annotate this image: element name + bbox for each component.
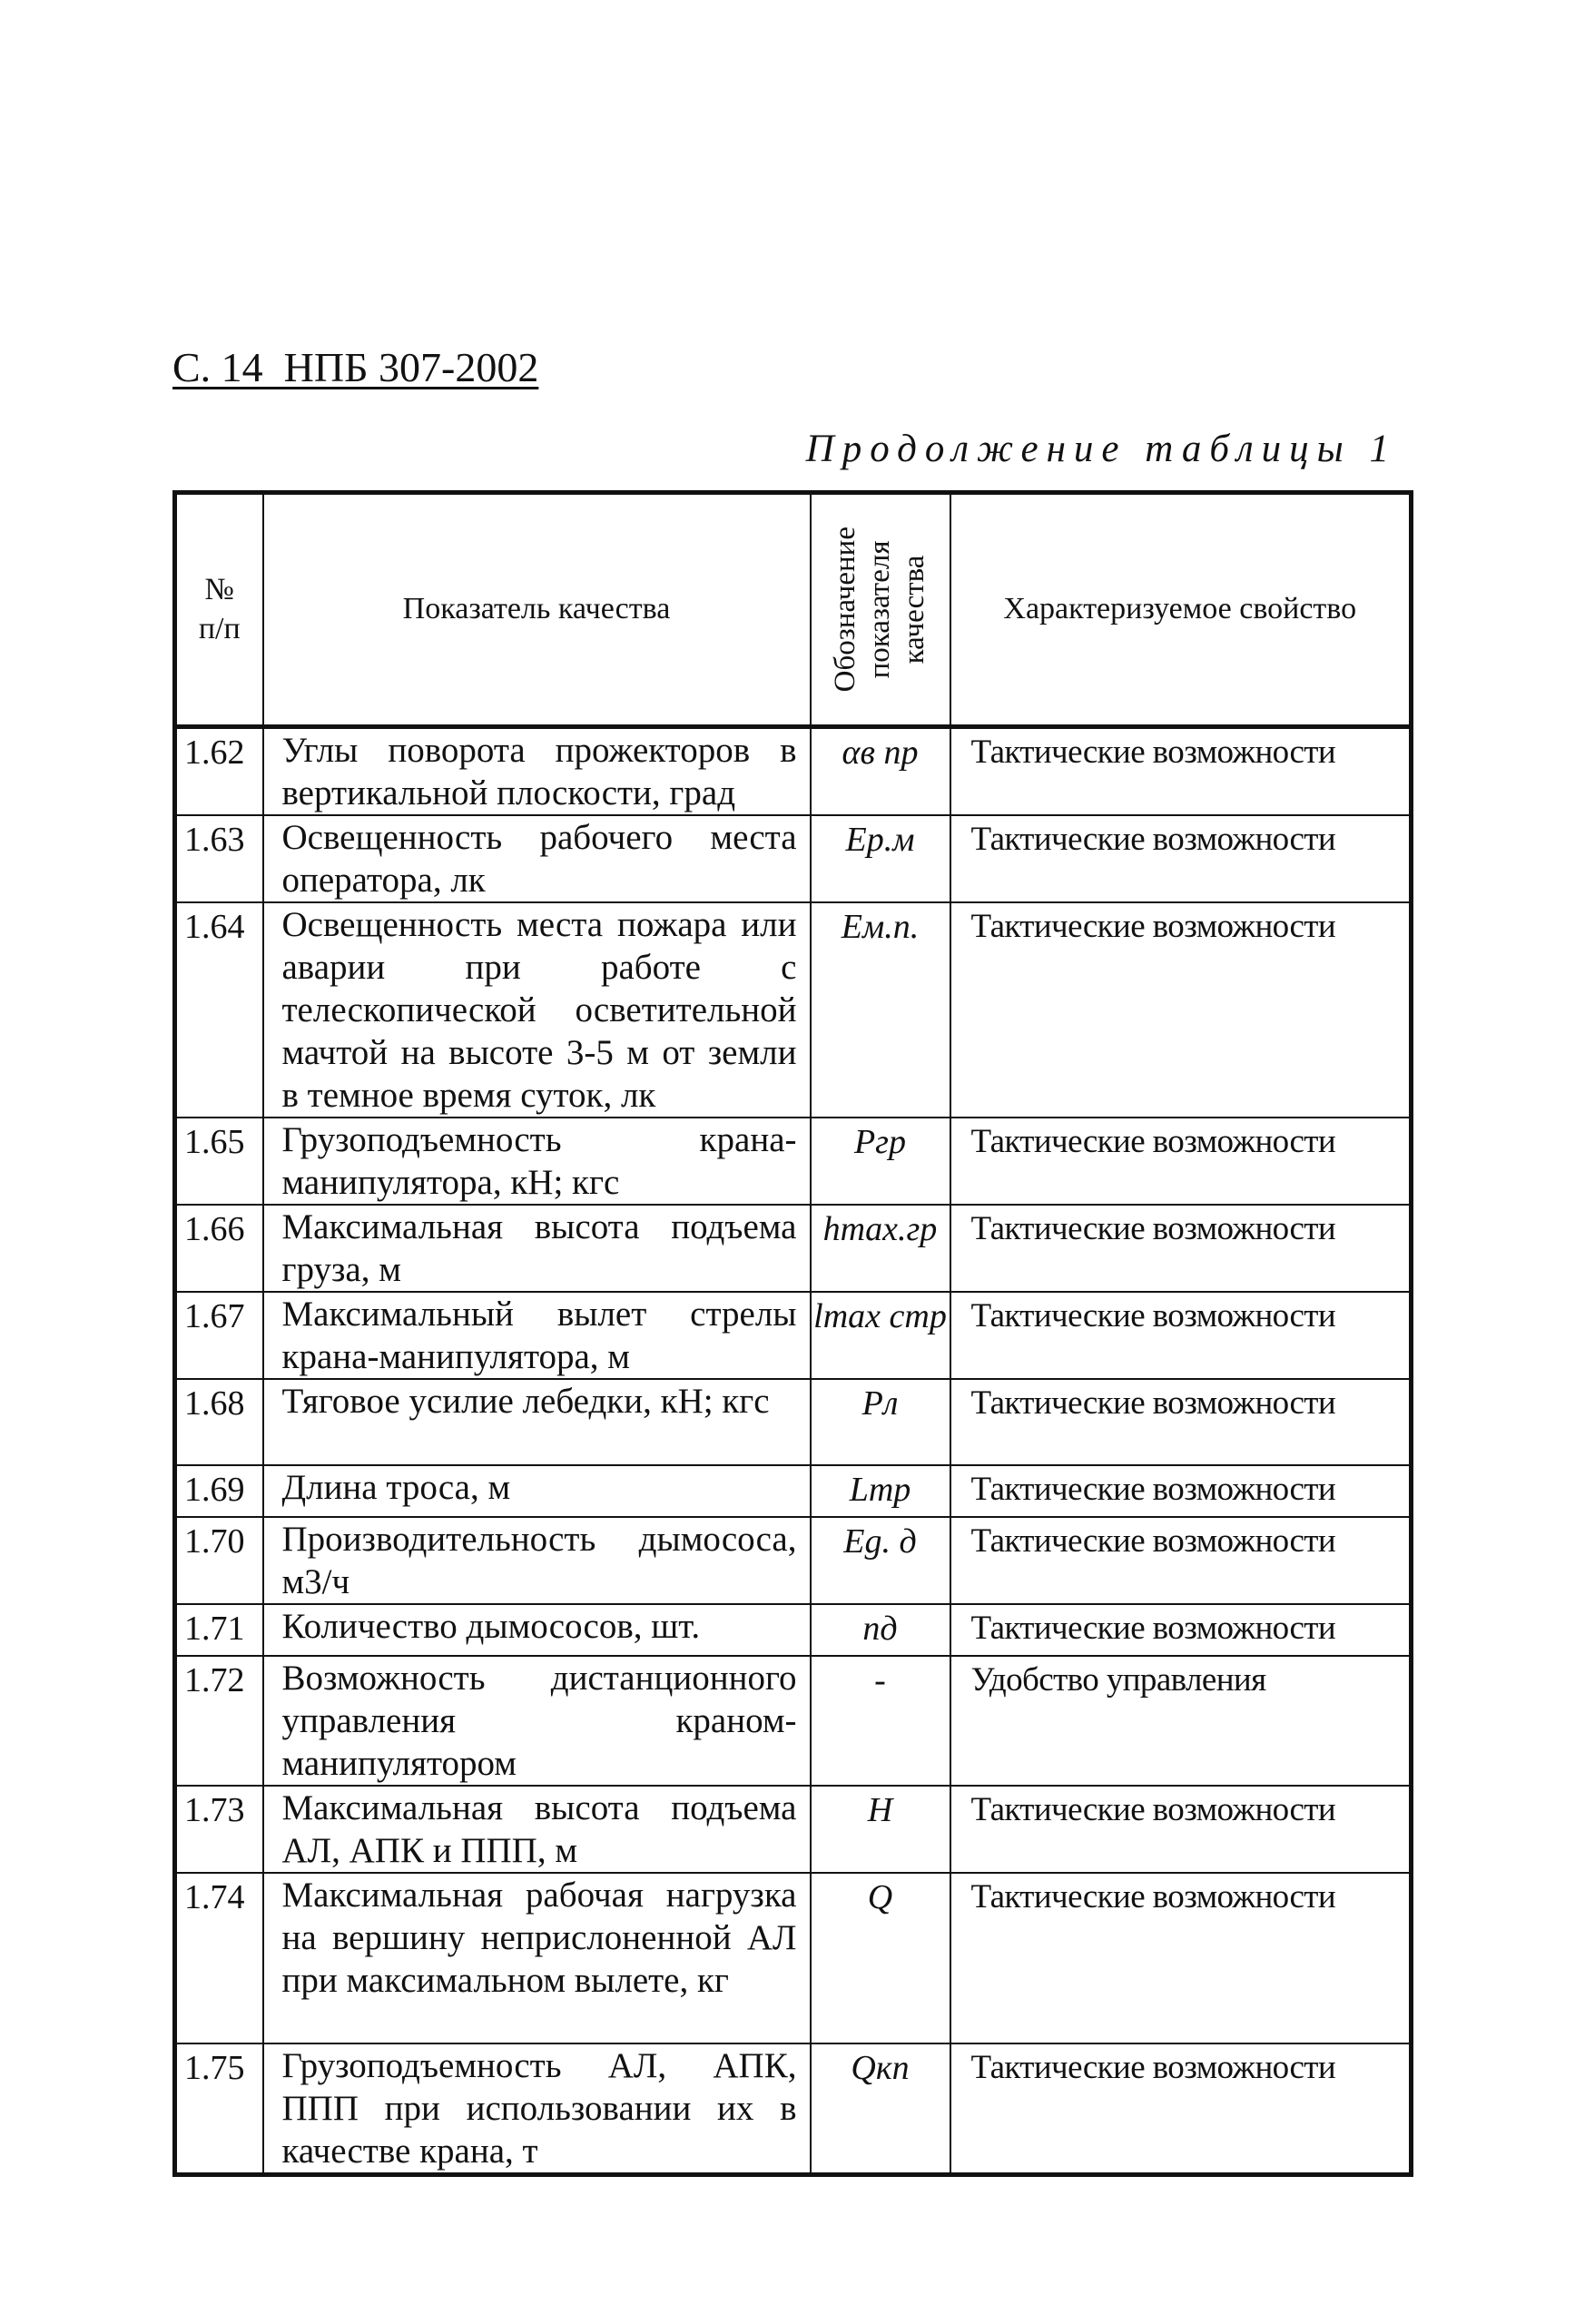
row-property: Тактические возможности (950, 1292, 1412, 1379)
row-symbol: Qкп (811, 2043, 950, 2175)
row-indicator: Освещенность места пожара или аварии при работе с телескопической осветительной мачтой на высоте 3-5 м от земли в темное время суток, лк (263, 902, 811, 1118)
table-row (175, 1205, 1412, 1292)
row-property: Тактические возможности (950, 1873, 1412, 2043)
row-property: Тактические возможности (950, 1465, 1412, 1517)
row-number: 1.68 (175, 1379, 263, 1465)
row-indicator: Длина троса, м (263, 1465, 811, 1517)
table-row (175, 1379, 1412, 1465)
row-property: Тактические возможности (950, 1205, 1412, 1292)
row-number: 1.65 (175, 1118, 263, 1205)
row-property: Тактические возможности (950, 1786, 1412, 1873)
row-indicator: Максимальная рабочая нагрузка на вершину неприслоненной АЛ при максимальном вылете, кг (263, 1873, 811, 2043)
row-symbol: Еg. д (811, 1517, 950, 1604)
table-row (175, 1604, 1412, 1656)
table-row (175, 1465, 1412, 1517)
row-symbol: αв пр (811, 727, 950, 816)
column-header-symbol (811, 493, 950, 727)
row-property: Тактические возможности (950, 1379, 1412, 1465)
row-property: Удобство управления (950, 1656, 1412, 1786)
row-number: 1.64 (175, 902, 263, 1118)
table-row (175, 1873, 1412, 2043)
row-number: 1.71 (175, 1604, 263, 1656)
row-number: 1.74 (175, 1873, 263, 2043)
row-number: 1.67 (175, 1292, 263, 1379)
table-row (175, 2043, 1412, 2175)
row-indicator: Максимальная высота подъема груза, м (263, 1205, 811, 1292)
row-indicator: Тяговое усилие лебедки, кН; кгс (263, 1379, 811, 1465)
table-row (175, 727, 1412, 816)
row-indicator: Производительность дымососа, м3/ч (263, 1517, 811, 1604)
row-symbol: Рл (811, 1379, 950, 1465)
row-indicator: Грузоподъемность крана-манипулятора, кН; кгс (263, 1118, 811, 1205)
table-row (175, 1292, 1412, 1379)
table-row (175, 1786, 1412, 1873)
table-row (175, 1517, 1412, 1604)
column-header-property: Характеризуемое свойство (950, 493, 1412, 727)
quality-indicators-table (172, 490, 1413, 2177)
table-row (175, 902, 1412, 1118)
row-symbol: nд (811, 1604, 950, 1656)
table-row (175, 1118, 1412, 1205)
table-row (175, 1656, 1412, 1786)
row-indicator: Количество дымососов, шт. (263, 1604, 811, 1656)
row-number: 1.75 (175, 2043, 263, 2175)
table-row (175, 815, 1412, 902)
row-property: Тактические возможности (950, 2043, 1412, 2175)
row-number: 1.69 (175, 1465, 263, 1517)
row-indicator: Углы поворота прожекторов в вертикальной плоскости, град (263, 727, 811, 816)
page-header: С. 14 НПБ 307-2002 (172, 344, 539, 390)
row-number: 1.73 (175, 1786, 263, 1873)
row-symbol: hmax.гр (811, 1205, 950, 1292)
table-header-row (175, 493, 1412, 727)
row-symbol: Ем.п. (811, 902, 950, 1118)
column-header-num: № п/п (175, 493, 263, 727)
row-indicator: Освещенность рабочего места оператора, лк (263, 815, 811, 902)
column-header-symbol-text: Обозначение показателя качества (828, 527, 930, 693)
row-property: Тактические возможности (950, 1517, 1412, 1604)
row-property: Тактические возможности (950, 1118, 1412, 1205)
row-symbol: Q (811, 1873, 950, 2043)
row-symbol: - (811, 1656, 950, 1786)
row-indicator: Максимальная высота подъема АЛ, АПК и ППП, м (263, 1786, 811, 1873)
row-indicator: Максимальный вылет стрелы крана-манипулятора, м (263, 1292, 811, 1379)
table-continuation-caption: Продолжение таблицы 1 (805, 428, 1397, 470)
row-property: Тактические возможности (950, 815, 1412, 902)
row-indicator: Грузоподъемность АЛ, АПК, ППП при использовании их в качестве крана, т (263, 2043, 811, 2175)
row-number: 1.63 (175, 815, 263, 902)
row-symbol: Lтр (811, 1465, 950, 1517)
row-indicator: Возможность дистанционного управления краном-манипулятором (263, 1656, 811, 1786)
row-symbol: Ер.м (811, 815, 950, 902)
row-symbol: lmax стр (811, 1292, 950, 1379)
row-symbol: Н (811, 1786, 950, 1873)
row-number: 1.66 (175, 1205, 263, 1292)
row-property: Тактические возможности (950, 1604, 1412, 1656)
row-number: 1.70 (175, 1517, 263, 1604)
row-number: 1.62 (175, 727, 263, 816)
row-number: 1.72 (175, 1656, 263, 1786)
column-header-indicator: Показатель качества (263, 493, 811, 727)
row-property: Тактические возможности (950, 902, 1412, 1118)
row-property: Тактические возможности (950, 727, 1412, 816)
row-symbol: Ргр (811, 1118, 950, 1205)
